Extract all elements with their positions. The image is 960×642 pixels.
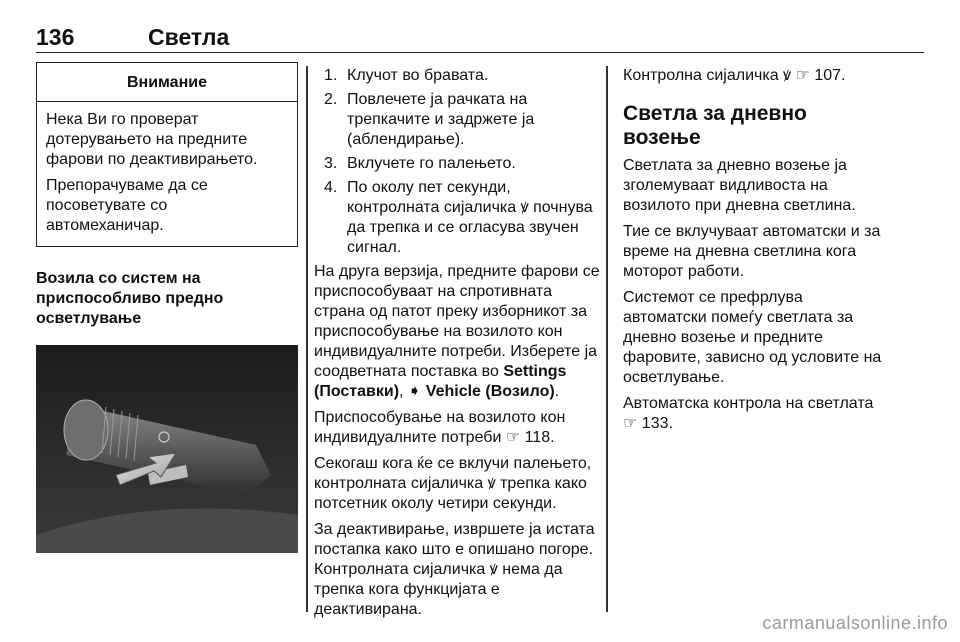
body-paragraph: На друга верзија, предните фарови се приспособуваат на спротивната страна од патот преку изборникот за приспособување на возилото кон индивидуалните потреби. Изберете ја соодветната поставка во Settings (Поставки), ➧ Vehicle (Возило). [314,263,600,400]
body-paragraph: Автоматска контрола на светлата ☞ 133. [623,395,874,432]
lever-drawing [36,345,298,553]
body-paragraph: Системот се префрлува автоматски помеѓу светлата за дневно возење и предните фаровите, зависно од условите на осветлување. [623,289,882,386]
column-divider [606,66,608,612]
steps-list [314,66,606,258]
warning-paragraph: Нека Ви го проверат дотерувањето на предните фарови по деактивирањето. [46,111,258,168]
column-right [623,66,887,440]
body-paragraph: Контролна сијаличка ꝟ ☞ 107. [623,67,846,84]
page-header [36,20,924,53]
warning-box [36,62,298,247]
warning-paragraph: Препорачуваме да се посоветувате со автомеханичар. [46,177,208,234]
body-paragraph: За деактивирање, извршете ја истата постапка како што е опишано погоре. Контролната сијаличка ꝟ нема да трепка кога функцијата е деактивирана. [314,521,595,618]
column-middle [314,66,606,626]
body-paragraph: Светлата за дневно возење ја зголемуваат видливоста на возилото при дневна светлина. [623,157,856,214]
watermark: carmanualsonline.info [762,613,948,633]
menu-path-settings: Settings (Поставки) [314,363,567,400]
column-divider [306,66,308,612]
subsection-heading: Возила со систем на приспособливо предно осветлување [36,270,224,327]
section-heading: Светла за дневно возење [623,102,807,149]
menu-path-vehicle: Vehicle (Возило) [425,383,555,400]
list-item: 1. Клучот во бравата. [324,67,489,84]
page-number: 136 [36,24,75,50]
warning-body [37,102,297,246]
list-item: 2. Повлечете ја рачката на трепкачите и задржете ја (аблендирање). [324,91,535,148]
warning-title: Внимание [37,63,297,102]
body-paragraph: Приспособување на возилото кон индивидуалните потреби ☞ 118. [314,409,566,446]
headlight-lever-illustration [36,345,298,553]
column-left [36,62,298,553]
body-paragraph: Тие се вклучуваат автоматски и за време на дневна светлина кога моторот работи. [623,223,881,280]
arrow-icon: ➧ [407,383,422,400]
list-item: 3. Вклучете го палењето. [324,155,516,172]
list-item: 4. По околу пет секунди, контролната сијаличка ꝟ почнува да трепка и се огласува звучен сигнал. [324,179,593,256]
section-title: Светла [148,24,230,50]
body-paragraph: Секогаш кога ќе се вклучи палењето, контролната сијаличка ꝟ трепка како потсетник околу четири секунди. [314,455,592,512]
